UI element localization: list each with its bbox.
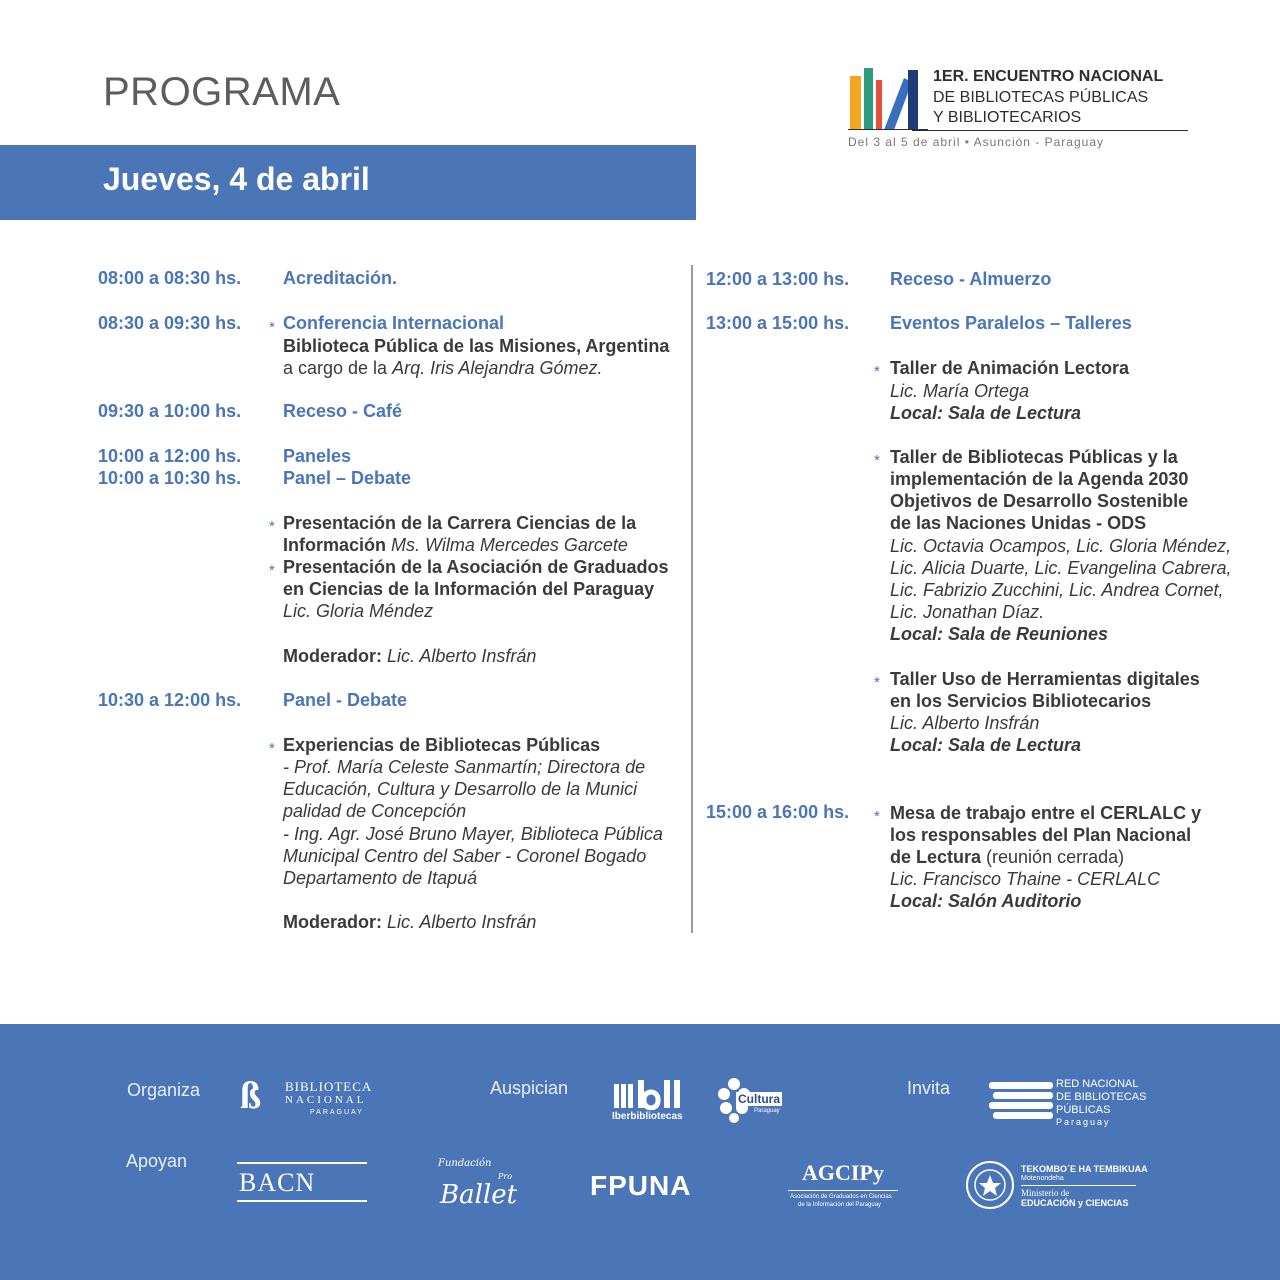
mec-rule (1021, 1185, 1136, 1186)
presentation-title: Presentación de la Asociación de Graduados (283, 557, 669, 577)
workshop-title: Taller de Bibliotecas Públicas y la (890, 447, 1178, 467)
bn-monogram-icon: ß (240, 1075, 262, 1117)
bacn-bottom-rule (237, 1200, 367, 1202)
asterisk-icon: * (269, 740, 275, 757)
event-logo (848, 60, 1193, 155)
asterisk-icon: * (874, 452, 880, 469)
iberbibliotecas-text: Iberbibliotecas (612, 1111, 683, 1122)
time-slot: 09:30 a 10:00 hs. (98, 401, 242, 421)
logo-dates: Del 3 al 5 de abril • Asunción - Paraguay (848, 135, 1104, 149)
page-title: PROGRAMA (103, 70, 341, 114)
asterisk-icon: * (269, 518, 275, 535)
session-title: Panel - Debate (283, 690, 408, 710)
red-line-2: DE BIBLIOTECAS (1056, 1091, 1147, 1103)
agcipy-sub-1: Asociación de Graduados en Ciencias (790, 1194, 892, 1200)
speaker-line: - Ing. Agr. José Bruno Mayer, Biblioteca Pública (283, 824, 663, 844)
session-subtitle: Biblioteca Pública de las Misiones, Argentina (283, 336, 670, 356)
asterisk-icon: * (269, 562, 275, 579)
workshop-location: Local: Sala de Lectura (890, 735, 1082, 755)
asterisk-icon: * (874, 674, 880, 691)
agcipy-text: AGCIPy (802, 1160, 884, 1185)
organiza-label: Organiza (127, 1080, 201, 1100)
speaker-name: Lic. María Ortega (890, 381, 1030, 401)
moderator (283, 645, 536, 667)
agcipy-sub-2: de la Información del Paraguay (798, 1202, 882, 1208)
cultura-text: Cultura (738, 1092, 780, 1106)
ballet-line-1: Fundación (438, 1158, 492, 1169)
workshop-title: implementación de la Agenda 2030 (890, 469, 1189, 489)
fpuna-logo (590, 1170, 705, 1206)
speaker-name: Lic. Alberto Insfrán (890, 713, 1040, 733)
mec-logo (965, 1160, 1165, 1212)
asterisk-icon: * (874, 363, 880, 380)
apoyan-label: Apoyan (126, 1151, 188, 1171)
presentation-title: Presentación de la Carrera Ciencias de la (283, 513, 637, 533)
speaker-name: Lic. Gloria Méndez (283, 601, 434, 621)
auspician-label: Auspician (490, 1078, 569, 1098)
day-title: Jueves, 4 de abril (103, 161, 370, 197)
speaker-line: Lic. Octavia Ocampos, Lic. Gloria Méndez, (890, 536, 1232, 556)
session-speaker (283, 357, 603, 379)
speaker-name: Lic. Francisco Thaine - CERLALC (890, 869, 1161, 889)
speaker-line: Lic. Alicia Duarte, Lic. Evangelina Cabrera, (890, 558, 1232, 578)
seal-icon (965, 1160, 1015, 1210)
workshop-title: Objetivos de Desarrollo Sostenible (890, 491, 1189, 511)
session-title: Receso - Café (283, 401, 403, 421)
mec-line-4: EDUCACIÓN y CIENCIAS (1021, 1198, 1129, 1208)
pro-ballet-logo (438, 1158, 528, 1220)
workshop-title: de las Naciones Unidas - ODS (890, 513, 1147, 533)
time-slot: 10:30 a 12:00 hs. (98, 690, 242, 710)
logo-line-1: 1ER. ENCUENTRO NACIONAL (933, 68, 1164, 85)
workshop-location: Local: Sala de Lectura (890, 403, 1082, 423)
session-location: Local: Salón Auditorio (890, 891, 1082, 911)
speaker-line: palidad de Concepción (283, 801, 467, 821)
time-slot: 10:00 a 12:00 hs. (98, 446, 242, 466)
mec-line-2: Motenondeha (1021, 1175, 1064, 1182)
speaker-prefix: a cargo de la (283, 358, 393, 378)
session-title: los responsables del Plan Nacional (890, 825, 1192, 845)
workshop-title: en los Servicios Bibliotecarios (890, 691, 1152, 711)
bn-line-2: NACIONAL (285, 1094, 367, 1106)
bacn-logo (237, 1162, 367, 1210)
moderator-name: Lic. Alberto Insfrán (382, 912, 537, 932)
workshop-title: Taller de Animación Lectora (890, 358, 1130, 378)
logo-line-2: DE BIBLIOTECAS PÚBLICAS (933, 89, 1149, 106)
workshop-title: Taller Uso de Herramientas digitales (890, 669, 1200, 689)
bn-line-1: BIBLIOTECA (285, 1079, 373, 1094)
moderator-name: Lic. Alberto Insfrán (382, 646, 537, 666)
presentation-title: Experiencias de Bibliotecas Públicas (283, 735, 601, 755)
speaker-line: Departamento de Itapuá (283, 868, 478, 888)
bacn-top-rule (237, 1162, 367, 1164)
mec-line-1: TEKOMBO´E HA TEMBIKUAA (1021, 1164, 1148, 1174)
cultura-logo (716, 1074, 796, 1130)
logo-line-3: Y BIBLIOTECARIOS (933, 109, 1082, 126)
stacked-books-icon (989, 1078, 1055, 1128)
invita-label: Invita (907, 1078, 951, 1098)
session-title: Receso - Almuerzo (890, 269, 1052, 289)
fpuna-text: FPUNA (590, 1170, 692, 1201)
red-line-1: RED NACIONAL (1056, 1078, 1139, 1090)
workshop-location: Local: Sala de Reuniones (890, 624, 1109, 644)
speaker-line: Municipal Centro del Saber - Coronel Bogado (283, 846, 647, 866)
moderator-label: Moderador: (283, 646, 382, 666)
red-line-4: Paraguay (1056, 1117, 1111, 1127)
logo-underline (912, 130, 1188, 131)
books-icon (848, 60, 928, 130)
cultura-sub: Paraguay (754, 1108, 780, 1114)
session-note: (reunión cerrada) (981, 847, 1125, 867)
speaker-line: - Prof. María Celeste Sanmartín; Directora de (283, 757, 646, 777)
session-title: Panel – Debate (283, 468, 412, 488)
moderator-label: Moderador: (283, 912, 382, 932)
session-title: Eventos Paralelos – Talleres (890, 313, 1132, 333)
time-slot: 08:00 a 08:30 hs. (98, 268, 242, 288)
speaker-name: Arq. Iris Alejandra Gómez. (392, 358, 603, 378)
presentation-title: en Ciencias de la Información del Paraguay (283, 579, 655, 599)
session-title: Conferencia Internacional (283, 313, 505, 333)
mec-line-3: Ministerio de (1021, 1188, 1070, 1198)
sponsors-footer (0, 1024, 1280, 1280)
agcipy-logo (788, 1160, 898, 1216)
speaker-name: Ms. Wilma Mercedes Garcete (386, 535, 628, 555)
biblioteca-nacional-logo (240, 1076, 375, 1122)
bacn-text: BACN (239, 1168, 316, 1197)
speaker-line: Lic. Fabrizio Zucchini, Lic. Andrea Cornet, (890, 580, 1224, 600)
iberbibliotecas-bars-icon (612, 1080, 684, 1110)
asterisk-icon: * (874, 808, 880, 825)
time-slot: 15:00 a 16:00 hs. (706, 802, 850, 822)
iberbibliotecas-logo (612, 1080, 684, 1124)
time-slot: 08:30 a 09:30 hs. (98, 313, 242, 333)
session-title (890, 846, 1124, 868)
session-title: Paneles (283, 446, 352, 466)
speaker-line: Educación, Cultura y Desarrollo de la Munici (283, 779, 638, 799)
session-title: Acreditación. (283, 268, 398, 288)
time-slot: 12:00 a 13:00 hs. (706, 269, 850, 289)
presentation-title (283, 534, 628, 556)
ballet-line-2: Pro (498, 1172, 513, 1181)
session-title: Mesa de trabajo entre el CERLALC y (890, 803, 1202, 823)
time-slot: 10:00 a 10:30 hs. (98, 468, 242, 488)
ballet-line-3: Ballet (440, 1180, 518, 1210)
speaker-line: Lic. Jonathan Díaz. (890, 602, 1045, 622)
time-slot: 13:00 a 15:00 hs. (706, 313, 850, 333)
column-divider (691, 265, 693, 933)
bn-line-3: PARAGUAY (310, 1109, 364, 1116)
red-line-3: PÚBLICAS (1056, 1104, 1111, 1116)
asterisk-icon: * (269, 319, 275, 336)
agcipy-rule (788, 1190, 898, 1191)
presentation-title-end: Información (283, 535, 387, 555)
red-nacional-logo (989, 1078, 1169, 1132)
session-title-end: de Lectura (890, 847, 982, 867)
moderator (283, 911, 536, 933)
